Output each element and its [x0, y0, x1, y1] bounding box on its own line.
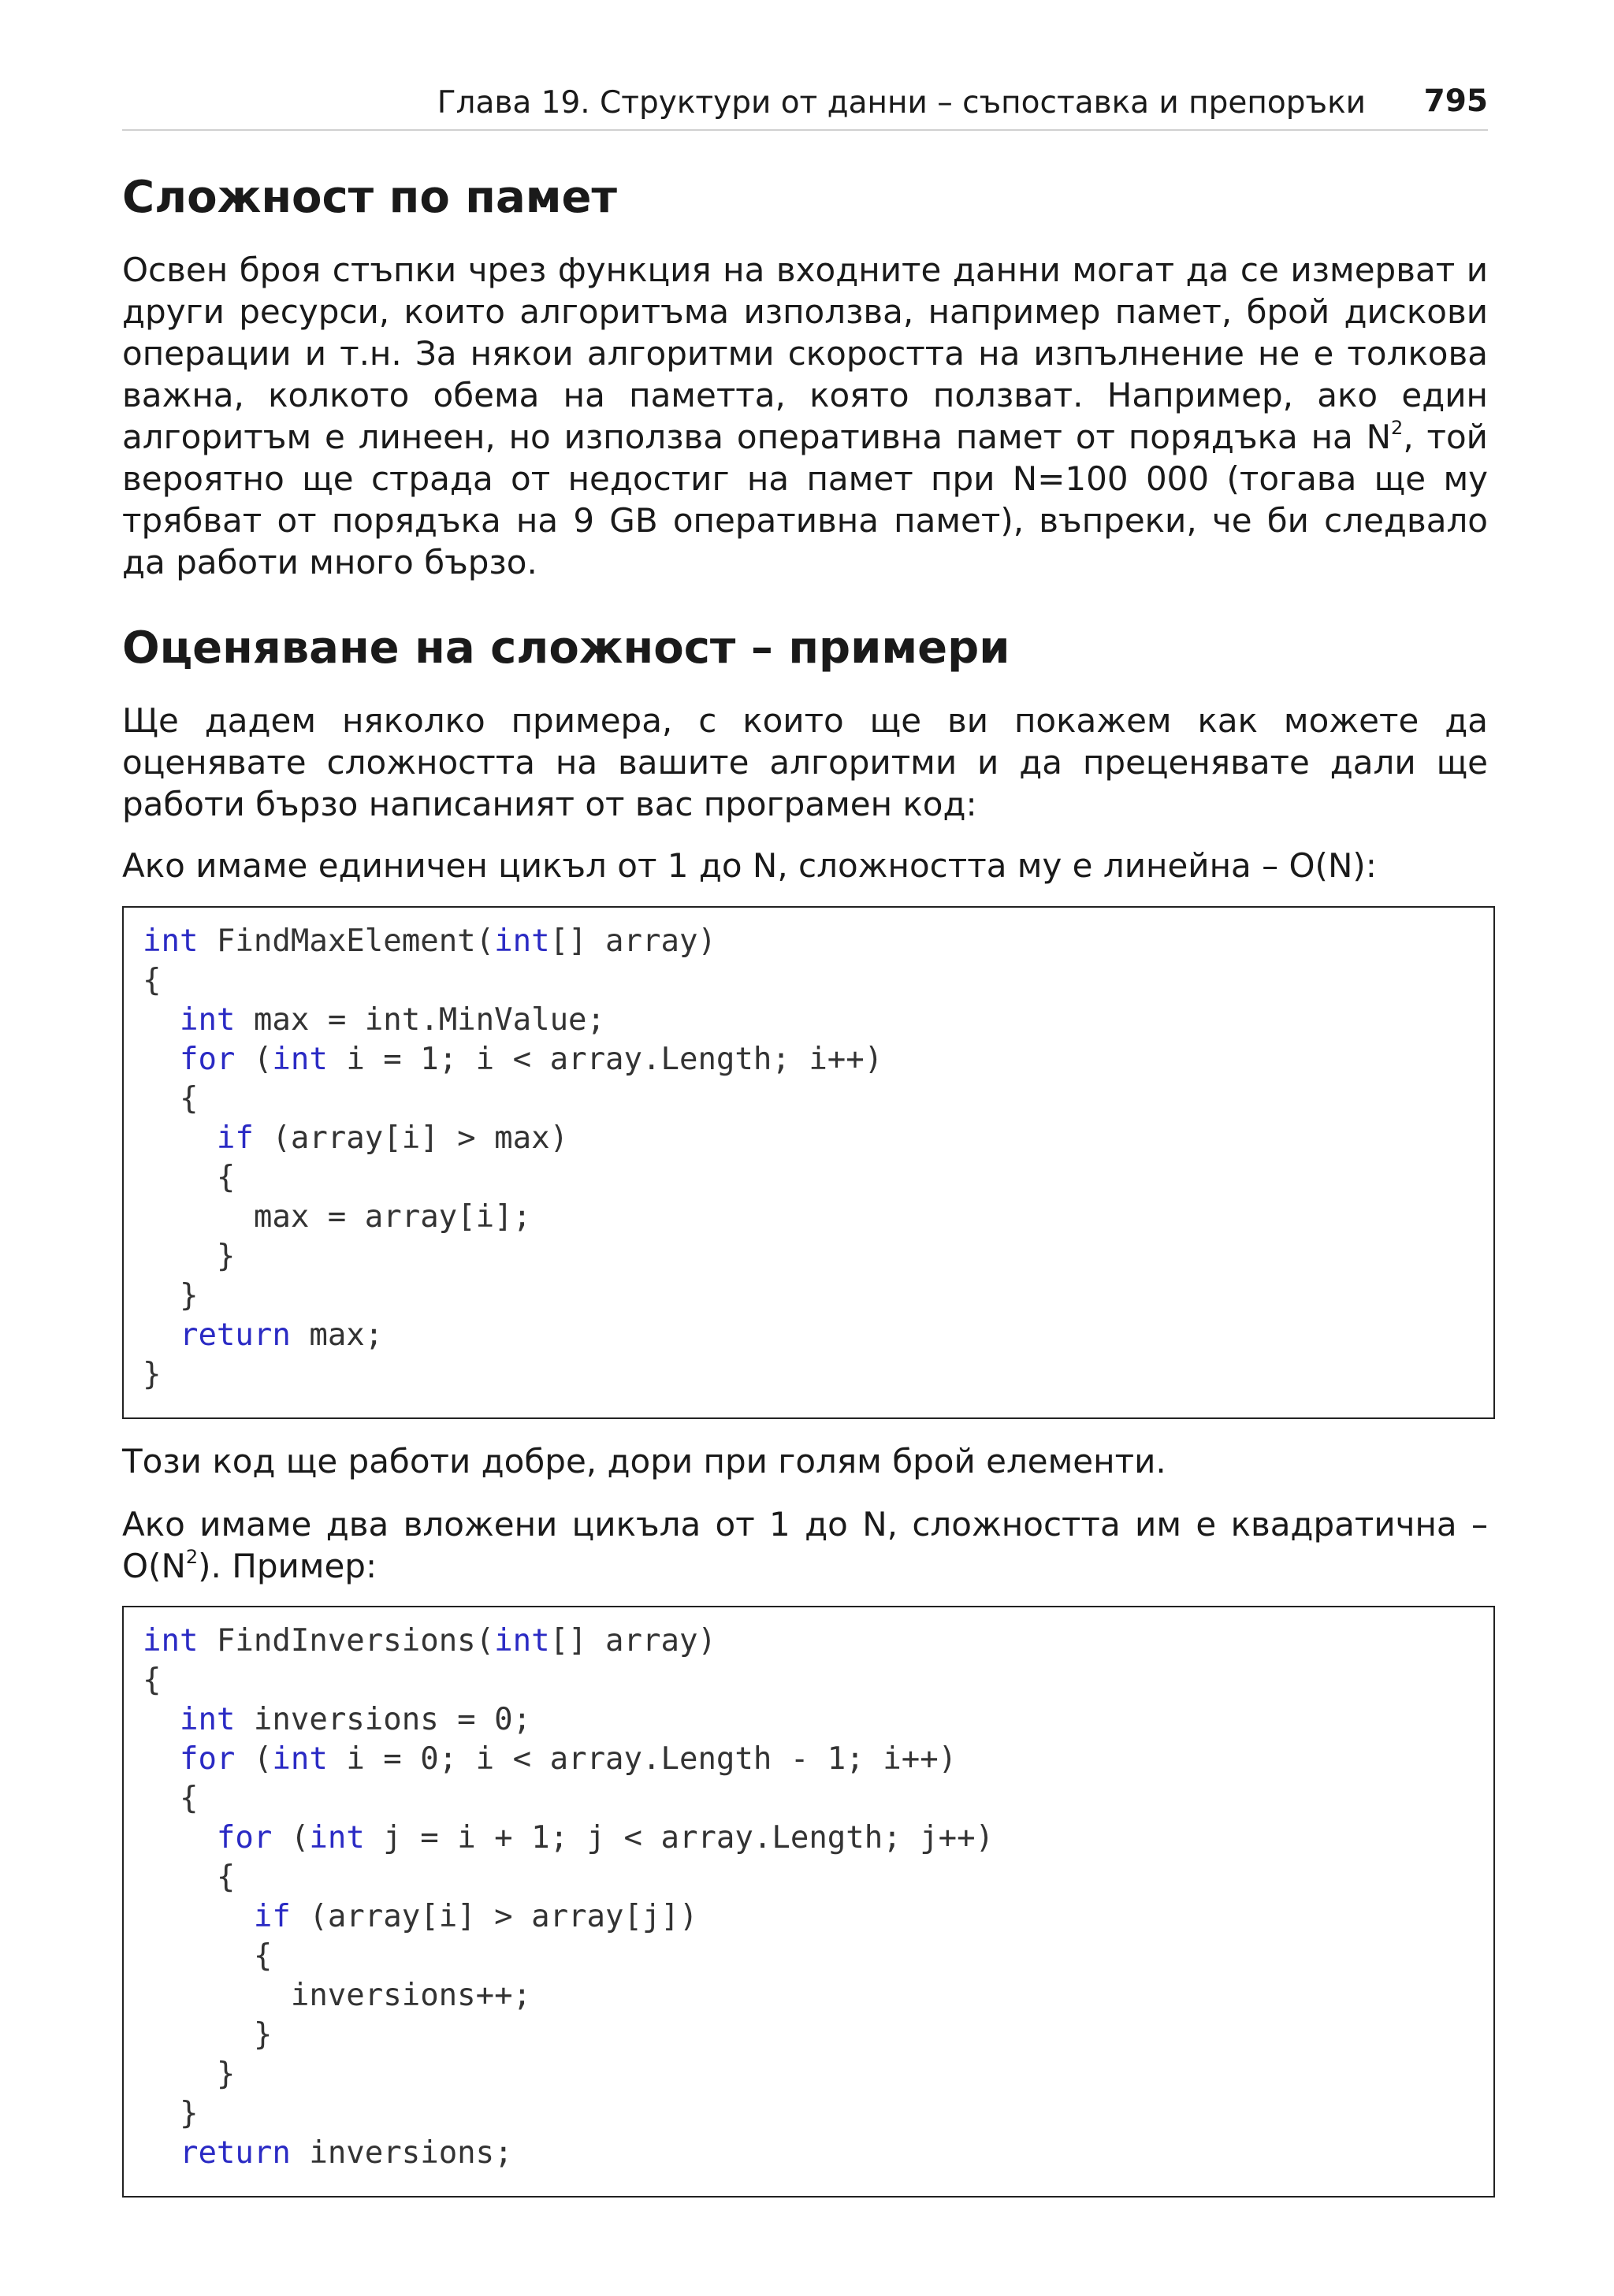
code-line [143, 1158, 235, 1198]
superscript: 2 [185, 1546, 199, 1568]
code-keyword: int [494, 1623, 550, 1659]
heading-complexity-examples: Оценяване на сложност – примери [122, 622, 1010, 674]
code-text: } [143, 1239, 236, 1274]
code-line [143, 1819, 994, 1858]
paragraph-quadratic-intro: Ако имаме два вложени цикъла от 1 до N, сложността им е квадратична – $O(N^2)$. Пример: [122, 1505, 1488, 1585]
heading-memory-complexity: Сложност по памет [122, 172, 617, 223]
code-text: i = 1; i < array.Length; i++) [327, 1042, 883, 1077]
code-text: { [143, 963, 162, 998]
code-text: { [143, 1663, 162, 1698]
code-text: j = i + 1; j < array.Length; j++) [364, 1820, 995, 1856]
paragraph-after-code1: Този код ще работи добре, дори при голям брой елементи. [122, 1442, 1166, 1481]
code-line [143, 2055, 235, 2094]
code-text: { [143, 1081, 199, 1116]
code-text: max = array[i]; [143, 1199, 532, 1235]
code-line [143, 1316, 383, 1355]
code-line [143, 1237, 235, 1276]
code-text: [] array) [549, 923, 716, 959]
code-line [143, 1976, 531, 2016]
code-line [143, 1779, 198, 1819]
code-line [143, 2016, 272, 2055]
code-keyword: int [143, 1623, 199, 1659]
code-keyword: for [216, 1820, 273, 1856]
code-text [143, 1702, 180, 1737]
code-text: i = 0; i < array.Length - 1; i++) [327, 1741, 958, 1777]
code-line [143, 1740, 957, 1779]
code-block-find-max-element [122, 906, 1495, 1419]
code-text: } [143, 2017, 273, 2053]
code-text [143, 1317, 180, 1353]
code-line [143, 2094, 198, 2134]
code-text: { [143, 1938, 273, 1974]
code-text: FindMaxElement( [198, 923, 495, 959]
code-text: ( [272, 1820, 310, 1856]
code-line [143, 1897, 697, 1937]
code-text: } [143, 1357, 162, 1392]
code-keyword: int [143, 923, 199, 959]
code-line [143, 1040, 883, 1079]
code-line [143, 1276, 198, 1316]
code-line [143, 1198, 531, 1237]
code-line [143, 1858, 235, 1897]
running-header [122, 82, 1488, 131]
code-line [143, 1661, 161, 1700]
paragraph-linear-intro: Ако имаме единичен цикъл от 1 до N, сложността му е линейна – O(N): [122, 846, 1377, 885]
code-text: (array[i] > max) [253, 1120, 569, 1156]
code-text [143, 1741, 180, 1777]
chapter-title: Глава 19. Структури от данни – съпоставка и препоръки [437, 85, 1366, 121]
page-number: 795 [1423, 84, 1488, 119]
code-line [143, 961, 161, 1001]
code-line [143, 1355, 161, 1395]
code-text: } [143, 2056, 236, 2092]
code-keyword: if [216, 1120, 254, 1156]
code-text: ( [235, 1741, 273, 1777]
code-text: { [143, 1859, 236, 1895]
code-text [143, 1120, 217, 1156]
paragraph-memory: Освен броя стъпки чрез функция на входните данни могат да се измерват и други ресурси, които алгоритъма използва, например памет, брой дискови операции и т.н. За някои алгоритми скоростта на изпълнение не е толкова важна, колкото обема на паметта, която ползват. Например, ако един алгоритъм е линеен, но използва оперативна памет от порядъка на $N^2$, той вероятно ще страда от недостиг на памет при N=100 000 (тогава ще му трябват от порядъка на 9 GB оперативна памет), въпреки, че би следвало да работи много бързо. [122, 251, 1488, 581]
code-text: max; [290, 1317, 384, 1353]
code-text: inversions = 0; [235, 1702, 532, 1737]
code-keyword: return [179, 2135, 291, 2171]
code-keyword: int [179, 1002, 236, 1038]
code-line [143, 1937, 272, 1976]
paragraph-examples-intro: Ще дадем няколко примера, с които ще ви покажем как можете да оценявате сложността на вашите алгоритми и да преценявате дали ще работи бързо написаният от вас програмен код: [122, 701, 1488, 823]
code-text: { [143, 1781, 199, 1816]
code-keyword: for [179, 1042, 236, 1077]
code-keyword: int [179, 1702, 236, 1737]
code-line [143, 1119, 568, 1158]
code-text [143, 1002, 180, 1038]
code-line [143, 922, 716, 961]
code-text: [] array) [549, 1623, 716, 1659]
code-keyword: for [179, 1741, 236, 1777]
code-text [143, 1820, 217, 1856]
code-keyword: int [494, 923, 550, 959]
code-text [143, 1899, 254, 1934]
code-text [143, 1042, 180, 1077]
code-line [143, 2134, 513, 2173]
code-keyword: int [272, 1042, 328, 1077]
code-text: } [143, 1278, 199, 1313]
code-text: FindInversions( [198, 1623, 495, 1659]
code-text [143, 2135, 180, 2171]
code-keyword: return [179, 1317, 291, 1353]
code-text: max = int.MinValue; [235, 1002, 606, 1038]
code-text: inversions; [290, 2135, 513, 2171]
code-text: (array[i] > array[j]) [290, 1899, 698, 1934]
code-block-find-inversions [122, 1606, 1495, 2198]
code-line [143, 1079, 198, 1119]
code-line [143, 1622, 716, 1661]
code-text: inversions++; [143, 1978, 532, 2013]
code-line [143, 1700, 531, 1740]
code-text: } [143, 2096, 199, 2131]
code-keyword: int [272, 1741, 328, 1777]
code-keyword: if [253, 1899, 291, 1934]
superscript: 2 [1391, 417, 1404, 439]
code-text: { [143, 1160, 236, 1195]
code-keyword: int [309, 1820, 365, 1856]
code-text: ( [235, 1042, 273, 1077]
code-line [143, 1001, 605, 1040]
